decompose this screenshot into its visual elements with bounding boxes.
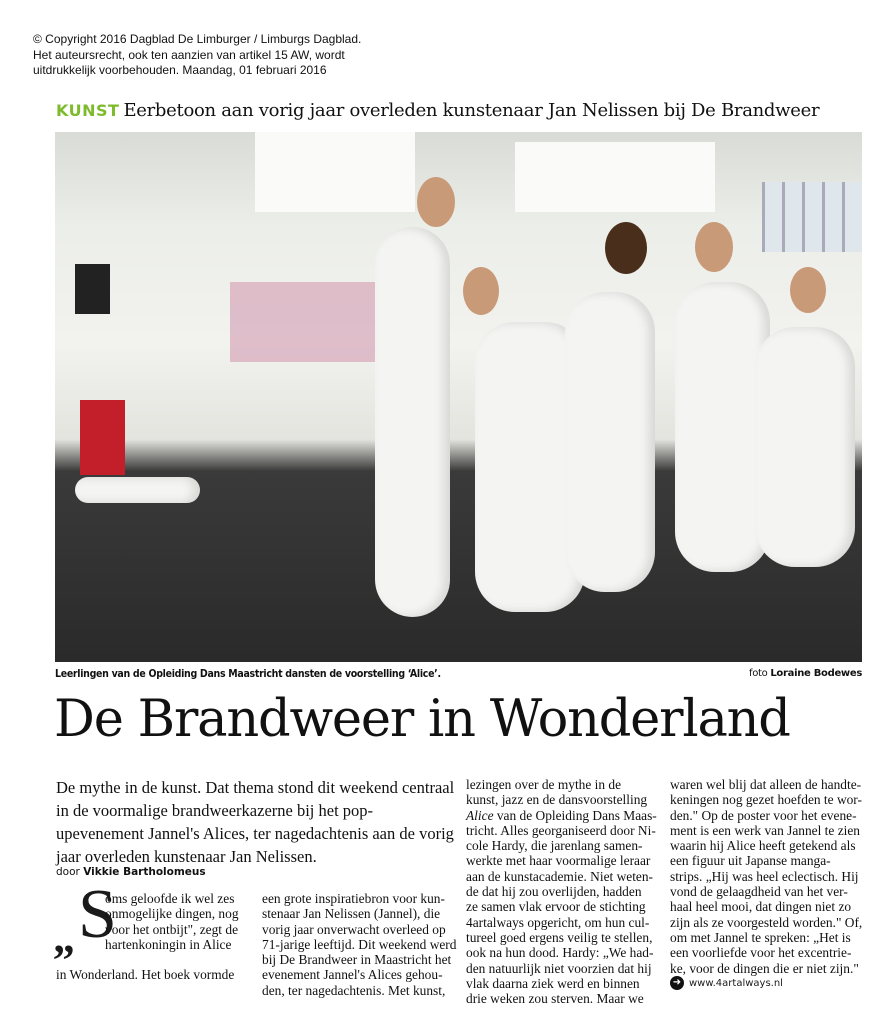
text-line: de dat hij zou overlijden, hadden xyxy=(466,884,642,900)
arrow-right-circle-icon: ➜ xyxy=(670,976,684,990)
dancer-head xyxy=(417,177,455,227)
speaker xyxy=(75,264,110,314)
text-line: om met Jannel te spreken: „Het is xyxy=(670,929,851,945)
text-line: 4artalways opgericht, om hun cul- xyxy=(466,914,650,930)
intro-lead: De mythe in de kunst. Dat thema stond dit weekend centraal in de voormalige brandweerkazerne bij het pop-upevenement Jannel's Alices, ter nagedachtenis aan de vorig jaar overleden kunstenaar Jan Nelissen. xyxy=(56,778,455,866)
dancer-head xyxy=(790,267,826,313)
photo-caption: Leerlingen van de Opleiding Dans Maastricht dansten de voorstelling ‘Alice’. xyxy=(55,668,441,680)
text-line: strips. „Hij was heel eclectisch. Hij xyxy=(670,868,859,884)
section-tag: KUNST xyxy=(56,101,120,120)
dancer-figure xyxy=(755,327,855,567)
red-cabinet xyxy=(80,400,125,475)
copyright-line: © Copyright 2016 Dagblad De Limburger / Limburgs Dagblad. xyxy=(33,32,362,46)
body-column-4 xyxy=(670,777,862,976)
text-line: een voorliefde voor het excentrie- xyxy=(670,945,852,961)
text-line: aan de kunstacademie. Niet weten- xyxy=(466,868,654,884)
credit-name: Loraine Bodewes xyxy=(770,668,862,679)
text-line: waren wel blij dat alleen de handte- xyxy=(670,777,862,792)
website-link[interactable] xyxy=(670,976,783,990)
kicker xyxy=(56,100,819,121)
copyright-line: uitdrukkelijk voorbehouden. Maandag, 01 februari 2016 xyxy=(33,63,327,77)
text-line: kunst, jazz en de dansvoorstelling xyxy=(466,792,648,808)
text-line: waarin hij Alice heeft getekend als xyxy=(670,838,856,854)
text-line: stenaar Jan Nelissen (Jannel), die xyxy=(262,906,441,922)
article-photo xyxy=(55,132,862,662)
kicker-text: Eerbetoon aan vorig jaar overleden kunstenaar Jan Nelissen bij De Brandweer xyxy=(123,100,820,121)
text-line: in Wonderland. Het boek vormde xyxy=(56,967,235,982)
text-line: ke, voor de dingen die er niet zijn." xyxy=(670,960,859,976)
drop-quote: „ xyxy=(53,913,75,962)
text-line: ook na hun dood. Hardy: „We had- xyxy=(466,945,654,961)
copyright-line: Het auteursrecht, ook ten aanzien van artikel 15 AW, wordt xyxy=(33,47,345,62)
drop-cap: S xyxy=(78,876,117,953)
text-line: drie weken zou sterven. Maar we xyxy=(466,991,644,1007)
dancer-head xyxy=(463,267,499,315)
text-line: werkte met haar voormalige leraar xyxy=(466,853,651,869)
ceiling-panel xyxy=(515,142,715,212)
credit-prefix: foto xyxy=(748,668,768,679)
text-line: den natuurlijk niet voorzien dat hij xyxy=(466,960,652,976)
byline-author: Vikkie Bartholomeus xyxy=(83,866,206,878)
text-line: een grote inspiratiebron voor kun- xyxy=(262,891,445,906)
text-line: den, ter nagedachtenis. Met kunst, xyxy=(262,982,446,998)
body-column-1-cont xyxy=(56,967,234,982)
copyright-notice xyxy=(33,32,361,79)
text-line: een figuur uit Japanse manga- xyxy=(670,853,831,869)
dancer-head xyxy=(695,222,733,272)
text-line: voor het ontbijt", zegt de xyxy=(105,921,239,937)
text-line: oms geloofde ik wel zes xyxy=(105,891,235,906)
dancer-head xyxy=(605,222,647,274)
ceiling-panel xyxy=(255,132,415,212)
text-line: keningen nog gezet hoefden te wor- xyxy=(670,792,862,808)
text-line: hartenkoningin in Alice xyxy=(105,936,232,952)
text-line: 71-jarige leeftijd. Dit weekend werd xyxy=(262,936,457,952)
text-line: den." Op de poster voor het evene- xyxy=(670,807,857,823)
text-line: ze samen vlak ervoor de stichting xyxy=(466,899,646,915)
text-line: bij De Brandweer in Maastricht het xyxy=(262,952,452,968)
headline: De Brandweer in Wonderland xyxy=(54,690,790,749)
text-line: cole Hardy, die jarenlang samen- xyxy=(466,838,643,854)
text-line: haal heel mooi, dat dingen niet zo xyxy=(670,899,852,915)
photo-credit xyxy=(749,668,862,679)
text-line: Alice van de Opleiding Dans Maas- xyxy=(466,807,657,823)
text-line: vond de gelaagdheid van het ver- xyxy=(670,884,848,900)
text-line: onmogelijke dingen, nog xyxy=(105,906,239,922)
dancer-figure xyxy=(565,292,655,592)
body-column-3 xyxy=(466,777,657,1006)
text-line: tureel goed ergens veilig te stellen, xyxy=(466,929,653,945)
body-column-1 xyxy=(105,891,239,952)
poster xyxy=(230,282,390,362)
text-line: lezingen over de mythe in de xyxy=(466,777,622,792)
text-line: zijn als ze voorgesteld worden." Of, xyxy=(670,914,863,930)
text-line: tricht. Alles georganiseerd door Ni- xyxy=(466,822,656,838)
text-line: vlak daarna ziek werd en binnen xyxy=(466,975,640,991)
dancer-figure xyxy=(75,477,200,503)
body-column-2 xyxy=(262,891,456,998)
website-url[interactable]: www.4artalways.nl xyxy=(689,977,783,989)
text-line: ment is een werk van Jannel te zien xyxy=(670,822,860,838)
text-line: evenement Jannel's Alices gehou- xyxy=(262,967,443,983)
dancer-figure xyxy=(375,227,450,617)
window xyxy=(762,182,862,252)
byline-prefix: door xyxy=(56,866,80,878)
text-line: vorig jaar onverwacht overleed op xyxy=(262,921,446,937)
